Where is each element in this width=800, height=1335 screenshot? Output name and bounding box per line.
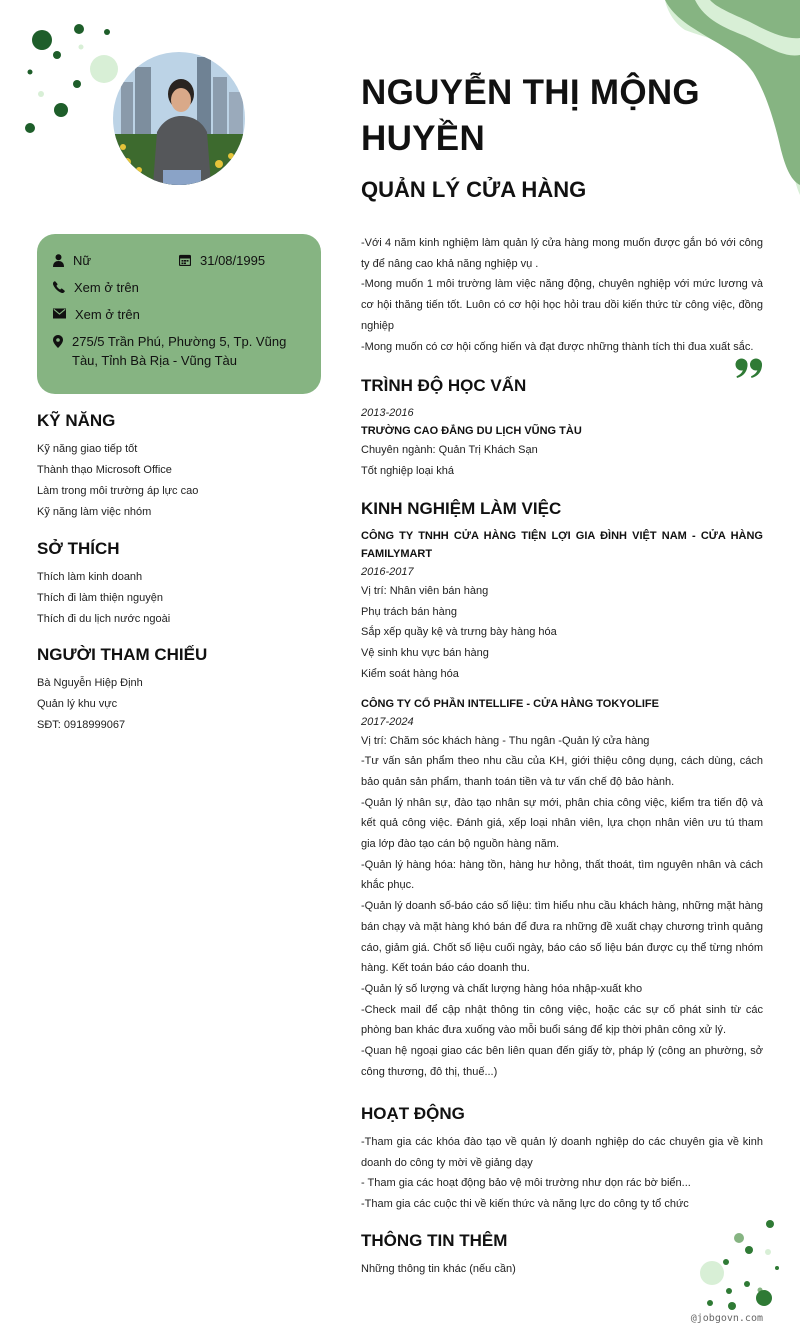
- company-name: CÔNG TY CỔ PHẦN INTELLIFE - CỬA HÀNG TOKYOLIFE: [361, 697, 659, 710]
- hobbies-section: [37, 539, 327, 630]
- job-line: -Quản lý doanh số-báo cáo số liệu: tìm hiểu nhu cầu khách hàng, những mặt hàng bán chạy và mặt hàng khó bán để đưa ra những đề xuất chạy chương trình quảng cáo, giảm giá. Chốt số liệu cuối ngày, báo cáo số liệu bán được cụ thể từng nhóm hàng. Kết toán báo cáo doanh thu.: [361, 900, 763, 975]
- hobby-item: Thích đi du lịch nước ngoài: [37, 613, 171, 625]
- activities-title: HOẠT ĐỘNG: [361, 1104, 465, 1123]
- gender: Nữ: [73, 253, 92, 268]
- birthday: 31/08/1995: [200, 253, 266, 268]
- birthday-row: [179, 251, 265, 270]
- avatar: [113, 52, 245, 185]
- job-line: -Tư vấn sản phẩm theo nhu cầu của KH, giới thiệu công dụng, cách dùng, cách bảo quản sản phẩm, thanh toán tiền và tư vấn chế độ bảo hành.: [361, 755, 763, 788]
- job-period: 2017-2024: [361, 715, 414, 728]
- hobby-item: Thích làm kinh doanh: [37, 571, 143, 583]
- job-line: Vệ sinh khu vực bán hàng: [361, 647, 489, 660]
- school-name: TRƯỜNG CAO ĐẲNG DU LỊCH VŨNG TÀU: [361, 425, 582, 437]
- reference-item: Bà Nguyễn Hiệp Định: [37, 677, 143, 689]
- user-icon: [53, 254, 64, 267]
- decorative-dots-bottom-right: [690, 1210, 800, 1315]
- objective-line: -Mong muốn 1 môi trường làm việc năng động, chuyên nghiệp với mức lương và cơ hội thăng tiến tốt. Luôn có cơ hội học hỏi trau dồi kiến thức từ công việc, đồng nghiệp: [361, 278, 763, 332]
- activities-section: [361, 1104, 763, 1215]
- job-period: 2016-2017: [361, 566, 414, 578]
- reference-item: SĐT: 0918999067: [37, 719, 126, 731]
- activity-line: -Tham gia các cuộc thi về kiến thức và năng lực do công ty tổ chức: [361, 1198, 689, 1211]
- reference-item: Quản lý khu vực: [37, 698, 118, 710]
- skill-item: Thành thạo Microsoft Office: [37, 464, 172, 476]
- skill-item: Kỹ năng giao tiếp tốt: [37, 443, 138, 455]
- job-line: -Quan hệ ngoại giao các bên liên quan đến giấy tờ, pháp lý (công an phường, sở công thương, đô thị, thuế...): [361, 1045, 763, 1078]
- phone-icon: [53, 281, 65, 293]
- job-line: -Quản lý số lượng và chất lượng hàng hóa nhập-xuất kho: [361, 982, 643, 995]
- experience-title: KINH NGHIỆM LÀM VIỆC: [361, 499, 562, 518]
- objective-line: -Với 4 năm kinh nghiệm làm quản lý cửa hàng mong muốn được gắn bó với công ty để nâng cao khả năng nghiệp vụ .: [361, 237, 763, 270]
- job-title: QUẢN LÝ CỬA HÀNG: [361, 177, 587, 202]
- extra-info-title: THÔNG TIN THÊM: [361, 1231, 508, 1250]
- objective-section: [361, 233, 763, 357]
- job-line: Phụ trách bán hàng: [361, 605, 458, 618]
- company-name: CÔNG TY TNHH CỬA HÀNG TIỆN LỢI GIA ĐÌNH VIỆT NAM - CỬA HÀNG FAMILYMART: [361, 530, 763, 560]
- location-icon: [53, 335, 63, 348]
- skills-title: KỸ NĂNG: [37, 411, 116, 430]
- job-line: Kiểm soát hàng hóa: [361, 667, 459, 680]
- job-line: Sắp xếp quầy kệ và trưng bày hàng hóa: [361, 626, 557, 639]
- education-title: TRÌNH ĐỘ HỌC VẤN: [361, 376, 527, 395]
- phone: Xem ở trên: [74, 280, 139, 295]
- quote-icon: [735, 358, 763, 378]
- mail-icon: [53, 308, 66, 319]
- address: 275/5 Trần Phú, Phường 5, Tp. Vũng Tàu, Tỉnh Bà Rịa - Vũng Tàu: [72, 334, 287, 368]
- watermark: @jobgovn.com: [690, 1313, 763, 1324]
- full-name: NGUYỄN THỊ MỘNG HUYỀN: [361, 73, 700, 158]
- references-title: NGƯỜI THAM CHIẾU: [37, 645, 208, 664]
- job-line: Vị trí: Chăm sóc khách hàng - Thu ngân -Quản lý cửa hàng: [361, 734, 650, 747]
- education-section: [361, 376, 763, 481]
- phone-row: [53, 278, 139, 297]
- job-line: -Quản lý nhân sự, đào tạo nhân sự mới, phân chia công việc, kiểm tra tiến độ và kết quả công việc. Đánh giá, xếp loại nhân viên, lựa chọn nhân viên ưu tú tham gia lớp đào tạo cán bộ nguồn hàng năm.: [361, 796, 763, 851]
- address-row: [53, 332, 309, 370]
- objective-line: -Mong muốn có cơ hội cống hiến và đạt được những thành tích thi đua xuất sắc.: [361, 340, 754, 353]
- job-entry: [361, 695, 763, 1083]
- email: Xem ở trên: [75, 307, 140, 322]
- email-row: [53, 305, 140, 324]
- education-line: Chuyên ngành: Quản Trị Khách Sạn: [361, 444, 538, 456]
- activity-line: - Tham gia các hoạt động bảo vệ môi trường như dọn rác bờ biển...: [361, 1177, 691, 1190]
- job-line: -Check mail để cập nhật thông tin công việc, hoặc các sự cố phát sinh từ các phòng ban khác đưa xuống vào mỗi buổi sáng để kịp thời phân công xử lý.: [361, 1003, 763, 1037]
- skills-section: [37, 411, 327, 523]
- job-entry: [361, 527, 763, 685]
- hobby-item: Thích đi làm thiện nguyện: [37, 592, 163, 604]
- gender-row: [53, 251, 91, 270]
- decorative-dots-top-left: [0, 0, 130, 140]
- skill-item: Kỹ năng làm việc nhóm: [37, 506, 152, 518]
- experience-section: [361, 499, 763, 1082]
- activity-line: -Tham gia các khóa đào tạo về quản lý doanh nghiệp do các chuyên gia về kinh doanh do công ty mời về giảng dạy: [361, 1136, 763, 1169]
- calendar-icon: [179, 254, 191, 266]
- extra-info-line: Những thông tin khác (nếu cần): [361, 1263, 516, 1275]
- education-line: Tốt nghiệp loại khá: [361, 464, 454, 477]
- skill-item: Làm trong môi trường áp lực cao: [37, 485, 199, 497]
- references-section: [37, 645, 327, 736]
- contact-info-box: [37, 234, 321, 394]
- hobbies-title: SỞ THÍCH: [37, 539, 120, 558]
- education-period: 2013-2016: [361, 407, 414, 419]
- job-line: Vị trí: Nhân viên bán hàng: [361, 585, 489, 597]
- job-line: -Quản lý hàng hóa: hàng tồn, hàng hư hỏng, thất thoát, tìm nguyên nhân và cách khắc phục.: [361, 858, 763, 892]
